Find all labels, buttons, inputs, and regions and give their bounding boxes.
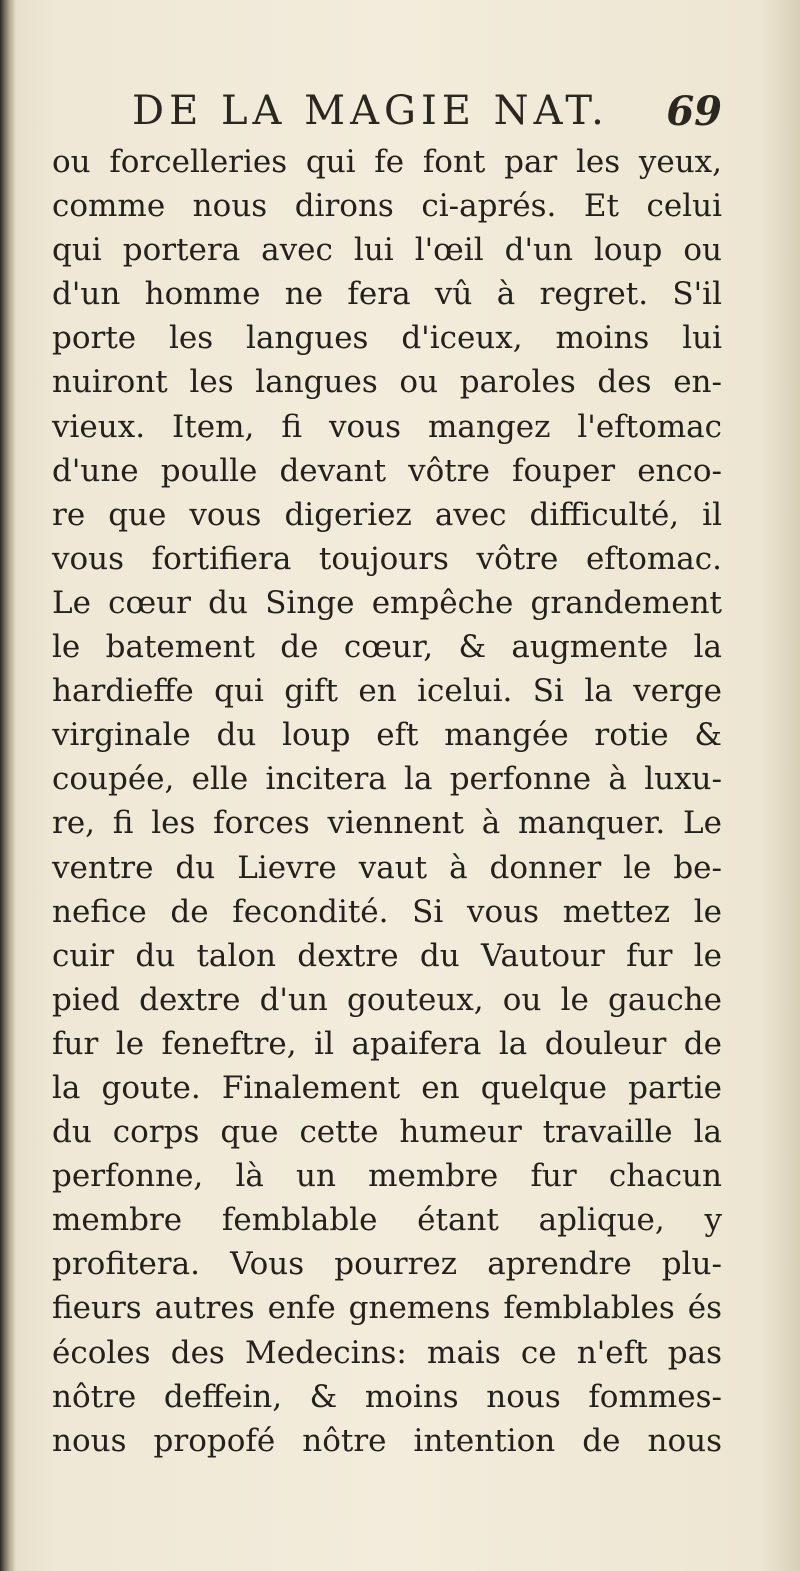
- text-line: virginale du loup eft mangée rotie &: [52, 717, 722, 754]
- text-line: cuir du talon dextre du Vautour fur le: [52, 937, 722, 974]
- text-line: d'une poulle devant vôtre fouper enco-: [52, 452, 722, 489]
- text-line: hardieffe qui gift en icelui. Si la verge: [52, 673, 722, 710]
- text-line: nous propofé nôtre intention de nous: [52, 1422, 722, 1459]
- text-line: Le cœur du Singe empêche grandement: [52, 584, 722, 621]
- text-line: d'un homme ne fera vû à regret. S'il: [52, 276, 722, 313]
- text-line: ventre du Lievre vaut à donner le be-: [52, 849, 722, 886]
- running-title: DE LA MAGIE NAT.: [132, 88, 609, 134]
- body-text: [52, 140, 722, 1463]
- text-line: nuiront les langues ou paroles des en-: [52, 364, 722, 401]
- text-line: membre femblable étant aplique, y: [52, 1202, 722, 1239]
- text-line: porte les langues d'iceux, moins lui: [52, 320, 722, 357]
- text-line: coupée, elle incitera la perfonne à luxu-: [52, 761, 722, 798]
- text-line: la goute. Finalement en quelque partie: [52, 1069, 722, 1106]
- text-line: le batement de cœur, & augmente la: [52, 629, 722, 666]
- text-line: écoles des Medecins: mais ce n'eft pas: [52, 1334, 722, 1371]
- text-line: vieux. Item, fi vous mangez l'eftomac: [52, 408, 722, 445]
- text-line: ou forcelleries qui fe font par les yeux,: [52, 144, 722, 180]
- text-line: pied dextre d'un gouteux, ou le gauche: [52, 981, 722, 1018]
- text-line: nefice de fecondité. Si vous mettez le: [52, 893, 722, 930]
- text-line: comme nous dirons ci-aprés. Et celui: [52, 188, 722, 225]
- text-line: du corps que cette humeur travaille la: [52, 1114, 722, 1151]
- text-line: fur le feneftre, il apaifera la douleur de: [52, 1025, 722, 1062]
- text-line: re, fi les forces viennent à manquer. Le: [52, 805, 722, 842]
- binding-gutter: [0, 0, 16, 1571]
- text-line: vous fortifiera toujours vôtre eftomac.: [52, 540, 722, 577]
- page-number: 69: [666, 88, 722, 135]
- running-header: [132, 88, 722, 148]
- text-line: perfonne, là un membre fur chacun: [52, 1158, 722, 1195]
- text-line: fieurs autres enfe gnemens femblables és: [52, 1290, 722, 1327]
- text-line: qui portera avec lui l'œil d'un loup ou: [52, 232, 722, 269]
- text-line: profitera. Vous pourrez aprendre plu-: [52, 1246, 722, 1283]
- text-line: re que vous digeriez avec difficulté, il: [52, 496, 722, 533]
- text-line: nôtre deffein, & moins nous fommes-: [52, 1378, 722, 1415]
